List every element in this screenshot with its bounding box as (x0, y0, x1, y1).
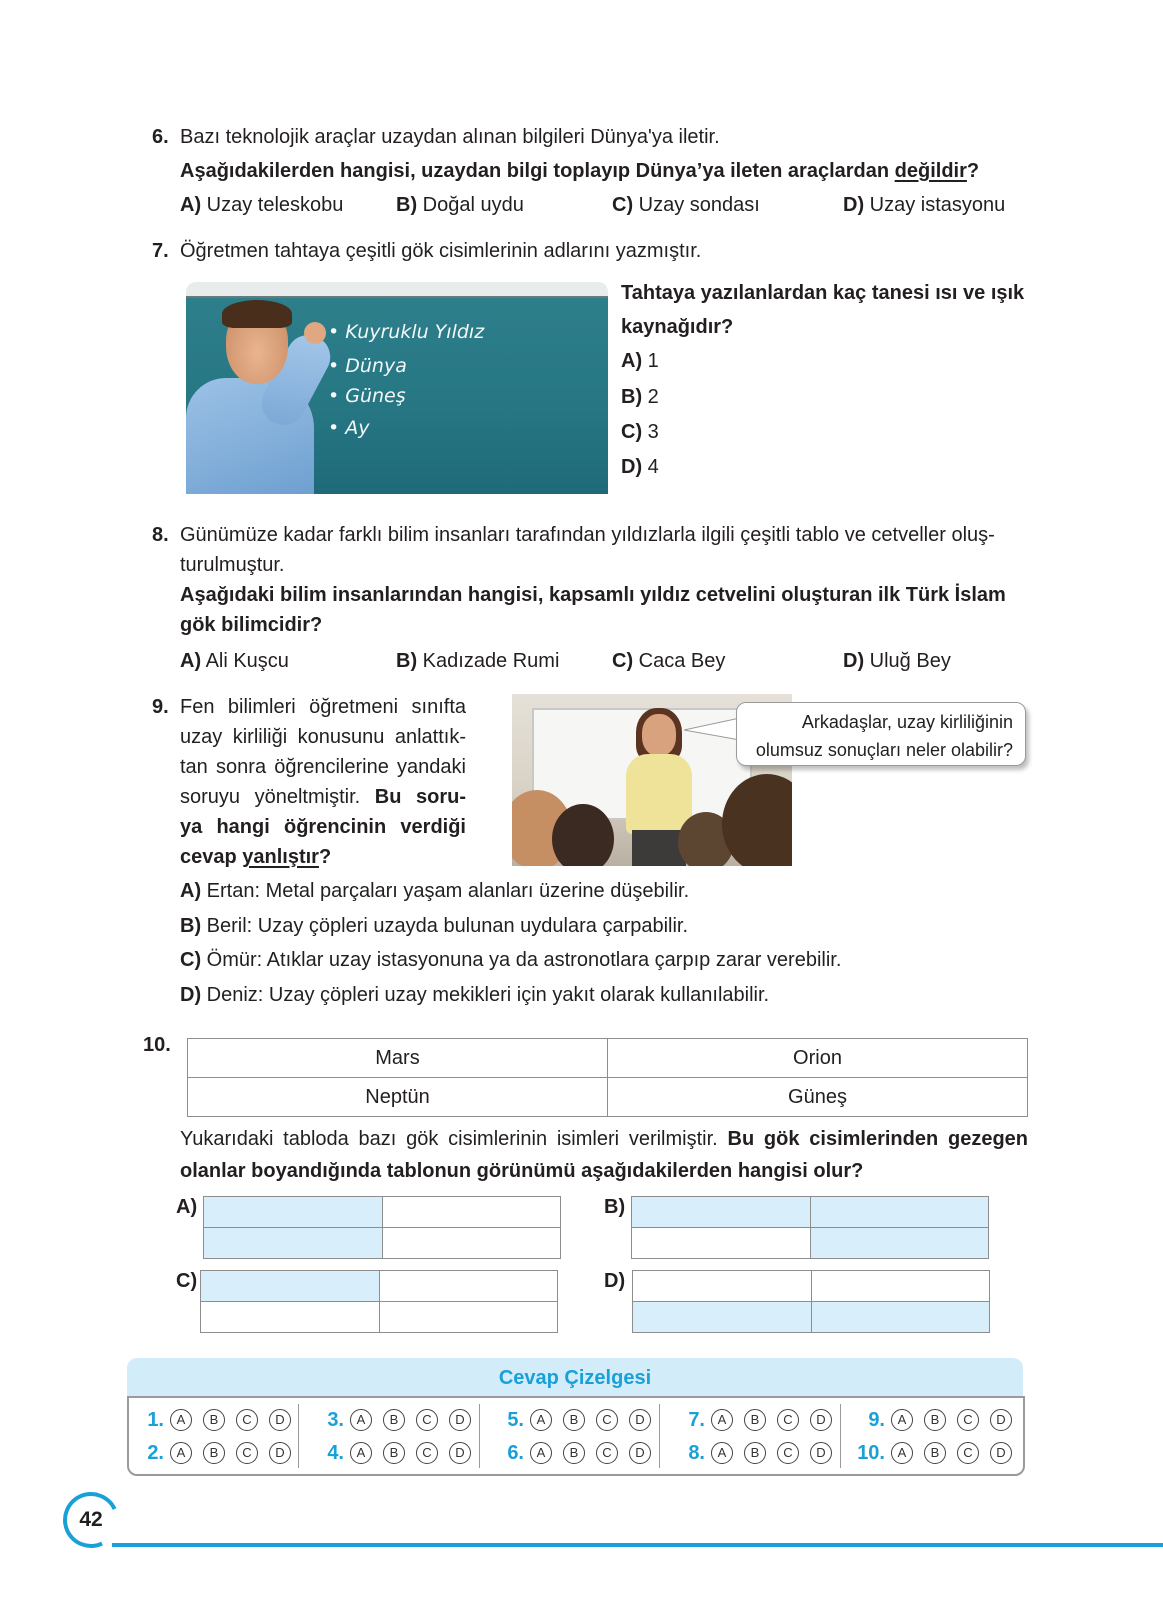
answer-row-7 (671, 1407, 843, 1433)
q6-option-d[interactable]: D) Uzay istasyonu (843, 194, 1006, 216)
teacher-hand-shape (304, 322, 326, 344)
speech-bubble-tail (684, 716, 740, 742)
q8-stem-line2: turulmuştur. (180, 554, 285, 576)
q7-option-c[interactable]: C) 3 (621, 421, 659, 443)
q8-stem-line1: Günümüze kadar farklı bilim insanları tarafından yıldızlarla ilgili çeşitli tablo ve cetveller oluş- (180, 524, 995, 546)
page-number: 42 (79, 1508, 103, 1531)
q9-line2: uzay kirliliği konusunu anlattık- (180, 726, 466, 748)
answer-row-8 (671, 1440, 843, 1466)
answer-bubble-b[interactable]: B (203, 1442, 225, 1464)
board-item-1: • Kuyruklu Yıldız (328, 321, 485, 343)
answer-row-1 (130, 1407, 302, 1433)
answer-bubble-c[interactable]: C (416, 1409, 438, 1431)
table-cell (632, 1228, 811, 1259)
answer-bubble-d[interactable]: D (269, 1442, 291, 1464)
speech-bubble (736, 702, 1026, 766)
answer-row-9 (851, 1407, 1023, 1433)
table-cell (382, 1197, 561, 1228)
q10-text-line1: Yukarıdaki tabloda bazı gök cisimlerinin isimleri verilmiştir. Bu gök cisimlerinden gezegen (180, 1128, 1028, 1150)
table-cell: Mars (188, 1039, 608, 1078)
answer-number: 3. (327, 1409, 344, 1431)
table-row (188, 1078, 1028, 1117)
q8-question-line2: gök bilimcidir? (180, 614, 323, 636)
answer-bubble-d[interactable]: D (449, 1442, 471, 1464)
q10-option-c-table[interactable] (200, 1270, 558, 1333)
answer-bubble-c[interactable]: C (236, 1409, 258, 1431)
teacher-hair-shape (222, 300, 292, 328)
q10-option-b-table[interactable] (631, 1196, 989, 1259)
q8-option-b[interactable]: B) Kadızade Rumi (396, 650, 560, 672)
answer-number: 6. (507, 1442, 524, 1464)
q7-question-line1: Tahtaya yazılanlardan kaç tanesi ısı ve ışık (621, 282, 1025, 304)
q9-line1: Fen bilimleri öğretmeni sınıfta (180, 696, 466, 718)
answer-bubble-b[interactable]: B (924, 1409, 946, 1431)
answer-sheet-title: Cevap Çizelgesi (127, 1358, 1023, 1398)
answer-bubble-a[interactable]: A (350, 1409, 372, 1431)
table-row (633, 1302, 990, 1333)
board-item-2: • Dünya (328, 355, 407, 377)
q9-option-c[interactable]: C) Ömür: Atıklar uzay istasyonuna ya da astronotlara çarpıp zarar verebilir. (180, 949, 842, 971)
answer-bubble-c[interactable]: C (236, 1442, 258, 1464)
answer-bubble-b[interactable]: B (203, 1409, 225, 1431)
answer-number: 1. (147, 1409, 164, 1431)
q7-option-a[interactable]: A) 1 (621, 350, 659, 372)
table-row (188, 1039, 1028, 1078)
answer-row-3 (310, 1407, 482, 1433)
table-cell-filled (632, 1197, 811, 1228)
answer-bubble-a[interactable]: A (711, 1409, 733, 1431)
q8-question-line1: Aşağıdaki bilim insanlarından hangisi, kapsamlı yıldız cetvelini oluşturan ilk Türk İslam (180, 584, 1006, 606)
answer-number: 2. (147, 1442, 164, 1464)
q8-option-d[interactable]: D) Uluğ Bey (843, 650, 951, 672)
table-row (201, 1302, 558, 1333)
answer-row-5 (490, 1407, 662, 1433)
answer-bubble-b[interactable]: B (924, 1442, 946, 1464)
answer-number: 9. (868, 1409, 885, 1431)
q7-stem: Öğretmen tahtaya çeşitli gök cisimlerinin adlarını yazmıştır. (180, 240, 702, 262)
q10-option-d-table[interactable] (632, 1270, 990, 1333)
q6-stem: Bazı teknolojik araçlar uzaydan alınan bilgileri Dünya'ya iletir. (180, 126, 720, 148)
table-cell-filled (204, 1197, 383, 1228)
q10-number: 10. (143, 1034, 171, 1056)
table-cell: Güneş (608, 1078, 1028, 1117)
answer-bubble-b[interactable]: B (383, 1442, 405, 1464)
answer-bubble-b[interactable]: B (744, 1442, 766, 1464)
table-row (201, 1271, 558, 1302)
answer-bubble-b[interactable]: B (383, 1409, 405, 1431)
answer-bubble-d[interactable]: D (269, 1409, 291, 1431)
table-cell (201, 1302, 380, 1333)
table-cell (379, 1271, 558, 1302)
q9-line5: ya hangi öğrencinin verdiği (180, 816, 466, 838)
table-cell-filled (810, 1197, 989, 1228)
q9-number: 9. (152, 696, 169, 718)
teacher-body-shape (626, 754, 692, 834)
q9-line6: cevap yanlıştır? (180, 846, 332, 868)
answer-bubble-b[interactable]: B (563, 1409, 585, 1431)
answer-row-4 (310, 1440, 482, 1466)
answer-bubble-d[interactable]: D (990, 1442, 1012, 1464)
table-cell-filled (811, 1302, 990, 1333)
bubble-line2: olumsuz sonuçları neler olabilir? (755, 739, 1013, 760)
answer-bubble-c[interactable]: C (777, 1442, 799, 1464)
q10-option-a-table[interactable] (203, 1196, 561, 1259)
q10-option-d-label[interactable]: D) (604, 1270, 626, 1292)
answer-bubble-c[interactable]: C (957, 1442, 979, 1464)
q10-option-c-label[interactable]: C) (176, 1270, 198, 1292)
answer-bubble-a[interactable]: A (530, 1442, 552, 1464)
q7-number: 7. (152, 240, 169, 262)
answer-bubble-a[interactable]: A (891, 1442, 913, 1464)
answer-bubble-c[interactable]: C (596, 1442, 618, 1464)
q8-number: 8. (152, 524, 169, 546)
q7-option-d[interactable]: D) 4 (621, 456, 659, 478)
q6-option-a[interactable]: A) Uzay teleskobu (180, 194, 344, 216)
table-cell: Orion (608, 1039, 1028, 1078)
answer-number: 7. (688, 1409, 705, 1431)
table-row (632, 1197, 989, 1228)
answer-bubble-d[interactable]: D (449, 1409, 471, 1431)
answer-bubble-d[interactable]: D (990, 1409, 1012, 1431)
q6-option-c[interactable]: C) Uzay sondası (612, 194, 760, 216)
answer-bubble-d[interactable]: D (629, 1409, 651, 1431)
q8-option-a[interactable]: A) Ali Kuşcu (180, 650, 289, 672)
table-cell (811, 1271, 990, 1302)
table-row (632, 1228, 989, 1259)
q10-option-b-label[interactable]: B) (604, 1196, 626, 1218)
answer-row-6 (490, 1440, 662, 1466)
table-cell: Neptün (188, 1078, 608, 1117)
answer-bubble-c[interactable]: C (777, 1409, 799, 1431)
table-cell (633, 1271, 812, 1302)
q9-option-b[interactable]: B) Beril: Uzay çöpleri uzayda bulunan uydulara çarpabilir. (180, 915, 689, 937)
answer-row-2 (130, 1440, 302, 1466)
footer-line (112, 1543, 1163, 1547)
table-row (633, 1271, 990, 1302)
answer-bubble-c[interactable]: C (416, 1442, 438, 1464)
table-row (204, 1228, 561, 1259)
board-item-3: • Güneş (328, 385, 406, 407)
q6-option-b[interactable]: B) Doğal uydu (396, 194, 524, 216)
q10-text-line2: olanlar boyandığında tablonun görünümü aşağıdakilerden hangisi olur? (180, 1160, 864, 1182)
answer-bubble-a[interactable]: A (170, 1409, 192, 1431)
teacher-head-shape (642, 714, 676, 756)
q6-number: 6. (152, 126, 169, 148)
table-cell-filled (633, 1302, 812, 1333)
answer-bubble-d[interactable]: D (629, 1442, 651, 1464)
answer-bubble-d[interactable]: D (810, 1442, 832, 1464)
answer-number: 4. (327, 1442, 344, 1464)
q8-option-c[interactable]: C) Caca Bey (612, 650, 726, 672)
table-cell-filled (201, 1271, 380, 1302)
answer-number: 5. (507, 1409, 524, 1431)
q7-question-line2: kaynağıdır? (621, 316, 734, 338)
answer-bubble-b[interactable]: B (563, 1442, 585, 1464)
q9-option-a[interactable]: A) Ertan: Metal parçaları yaşam alanları üzerine düşebilir. (180, 880, 690, 902)
q10-option-a-label[interactable]: A) (176, 1196, 198, 1218)
table-cell-filled (204, 1228, 383, 1259)
table-cell (379, 1302, 558, 1333)
table-row (204, 1197, 561, 1228)
answer-bubble-a[interactable]: A (350, 1442, 372, 1464)
answer-bubble-a[interactable]: A (170, 1442, 192, 1464)
answer-number: 10. (857, 1442, 885, 1464)
q6-question: Aşağıdakilerden hangisi, uzaydan bilgi toplayıp Dünya’ya ileten araçlardan değildir? (180, 160, 980, 182)
answer-bubble-d[interactable]: D (810, 1409, 832, 1431)
answer-bubble-a[interactable]: A (891, 1409, 913, 1431)
answer-bubble-c[interactable]: C (596, 1409, 618, 1431)
q7-option-b[interactable]: B) 2 (621, 386, 659, 408)
blackboard-photo (186, 282, 608, 494)
answer-bubble-c[interactable]: C (957, 1409, 979, 1431)
board-item-4: • Ay (328, 417, 370, 439)
student-shape (552, 804, 614, 866)
answer-bubble-b[interactable]: B (744, 1409, 766, 1431)
bubble-line1: Arkadaşlar, uzay kirliliğinin (801, 712, 1013, 732)
answer-bubble-a[interactable]: A (530, 1409, 552, 1431)
q9-line3: tan sonra öğrencilerine yandaki (180, 756, 466, 778)
table-cell-filled (810, 1228, 989, 1259)
table-cell (382, 1228, 561, 1259)
answer-row-10 (851, 1440, 1023, 1466)
q9-line4: soruyu yöneltmiştir. Bu soru- (180, 786, 466, 808)
q10-table (187, 1038, 1028, 1117)
q9-option-d[interactable]: D) Deniz: Uzay çöpleri uzay mekikleri için yakıt olarak kullanılabilir. (180, 984, 770, 1006)
answer-number: 8. (688, 1442, 705, 1464)
answer-bubble-a[interactable]: A (711, 1442, 733, 1464)
